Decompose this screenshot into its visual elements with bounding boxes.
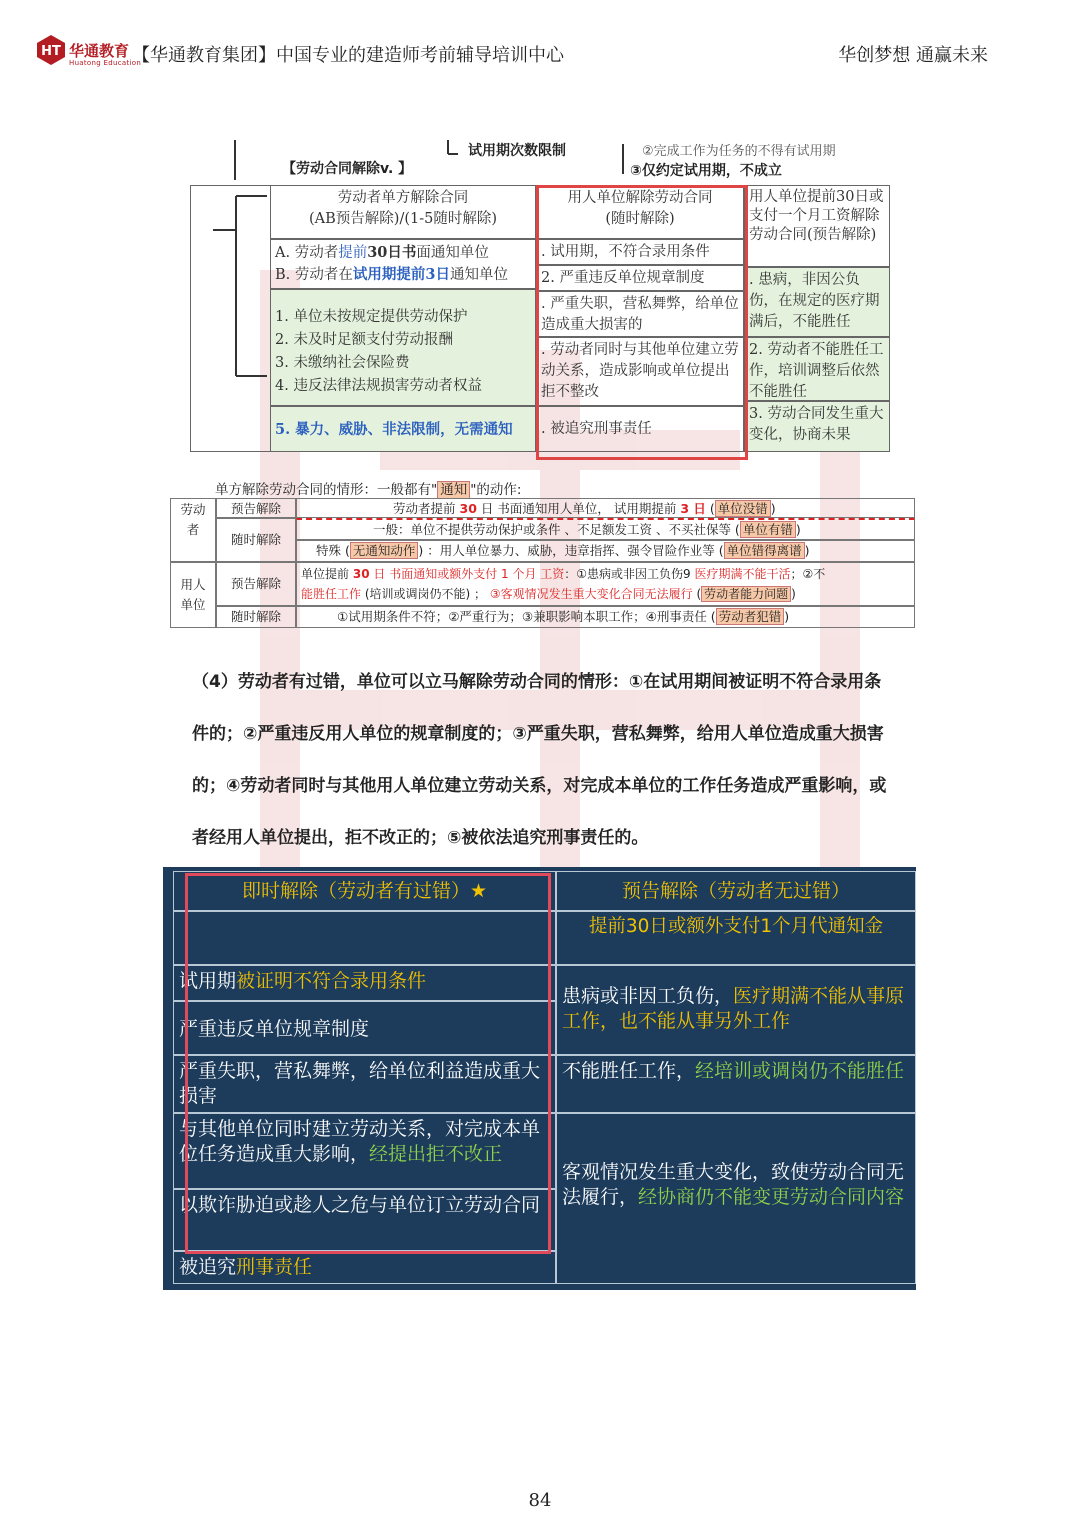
row-label-2: 随时解除: [216, 518, 296, 562]
probation-limit-label: 试用期次数限制: [468, 143, 566, 159]
unilateral-termination-summary: [170, 478, 915, 630]
r3-line2-red2: ③客观情况发生重大变化合同无法履行: [489, 587, 693, 601]
col1-item-1: 1. 单位未按规定提供劳动保护: [275, 309, 468, 325]
r1-num2: 3 日: [680, 501, 706, 516]
termination-comparison-table: [190, 140, 890, 452]
row-worker-immediate-general: 一般：单位不提供劳动保护或条件 、不足额发工资 、不买社保等 ( 单位有错 ): [296, 518, 915, 540]
row-worker-notice: 劳动者提前 30 日 书面通知用人单位， 试用期提前 3 日 ( 单位没错 ): [296, 498, 915, 518]
col2-head-line2: (随时解除): [605, 211, 675, 227]
r4-tag: 劳动者犯错: [716, 608, 785, 625]
worker-fault-paragraph: （4）劳动者有过错，单位可以立马解除劳动合同的情形：①在试用期间被证明不符合录用条件的；②严重违反用人单位的规章制度的；③严重失职，营私舞弊，给用人单位造成重大损害的；④劳动者同时与其他用人单位建立劳动关系，对完成本单位的工作任务造成严重影响，或者经用人单位提出，拒不改正的；⑤被依法追究刑事责任的。: [192, 672, 887, 848]
col1-b-pre: B. 劳动者在: [275, 267, 353, 283]
dlr2-plain: 严重违反单位规章制度: [179, 1018, 370, 1040]
highlight-box-immediate: [185, 873, 551, 1254]
r3-after2: ；②不: [790, 567, 826, 581]
bracket-column: [190, 185, 270, 452]
task-note: ②完成工作为任务的不得有试用期: [642, 144, 836, 159]
col1-a-pre: A. 劳动者: [275, 245, 339, 261]
bracket-lines-left: [191, 186, 267, 446]
r1-text-a: 劳动者提前: [393, 501, 456, 516]
contract-termination-label: 【劳动合同解除v. 】: [282, 161, 413, 177]
only-probation-note: ③仅约定试用期，不成立: [630, 163, 782, 179]
worker-termination-header: [270, 185, 536, 239]
r2b-tag1: 无通知动作: [350, 542, 419, 559]
dark-right-row-3: [556, 1113, 916, 1284]
huatong-logo-icon: [36, 34, 66, 66]
r3-line2: 能胜任工作 (培训或调岗仍不能) ； ③客观情况发生重大变化合同无法履行 ( 劳动者能力问题 ): [301, 587, 796, 601]
dark-left-row-6: [173, 1251, 556, 1284]
col1-head-line2: (AB预告解除)/(1-5随时解除): [309, 211, 497, 227]
r3-num: 30: [352, 567, 370, 581]
col1-line-b: [275, 264, 531, 286]
row-label-3: 预告解除: [216, 562, 296, 606]
dark-head-right: 预告解除（劳动者无过错）: [556, 871, 916, 911]
worker-no-notice-cell: [270, 406, 536, 452]
col1-item-3: 3. 未缴纳社会保险费: [275, 355, 410, 371]
summary-title-tag: 通知: [437, 481, 470, 499]
highlight-box-employer: [536, 185, 748, 460]
dlr3-plain: 严重失职，营私舞弊，给单位利益造成重大损害: [179, 1060, 541, 1107]
col3-item-2: 2. 劳动者不能胜任工作，培训调整后依然不能胜任: [744, 337, 890, 401]
col1-b-post: 通知单位: [449, 267, 508, 283]
row-employer-notice: [296, 562, 915, 606]
col2-item-1: . 试用期，不符合录用条件: [536, 239, 744, 265]
col2-item-2: 2. 严重违反单位规章制度: [536, 265, 744, 291]
header-title: 【华通教育集团】中国专业的建造师考前辅导培训中心: [132, 45, 564, 66]
r2b-pre: 特殊: [316, 543, 342, 558]
r2a-tag: 单位有错: [740, 521, 796, 538]
dlr6-plain: 被追究: [179, 1256, 237, 1278]
row-label-4: 随时解除: [216, 606, 296, 628]
header-slogan: 华创梦想 通赢未来: [838, 45, 988, 66]
dlr4-plain: 与其他单位同时建立劳动关系，对完成本单位任务造成重大影响，: [179, 1118, 541, 1165]
r3-line2-a: (培训或调岗仍不能) ；: [364, 587, 487, 601]
r3-line2-red: 能胜任工作: [301, 587, 362, 601]
summary-title: [215, 478, 521, 498]
r2b-tag2: 单位错得离谱: [724, 542, 805, 559]
dlr1-plain: 试用期: [179, 970, 237, 992]
summary-title-post: "的动作:: [470, 482, 522, 498]
r2a-text: 一般：单位不提供劳动保护或条件 、不足额发工资 、不买社保等: [373, 522, 731, 537]
r2b-text: ：用人单位暴力、威胁，违章指挥、强令冒险作业等: [427, 543, 715, 558]
col2-head-line1: 用人单位解除劳动合同: [567, 190, 713, 206]
col3-item-3: 3. 劳动合同发生重大变化，协商未果: [744, 401, 890, 452]
col1-item-5: 5. 暴力、威胁、非法限制，无需通知: [275, 421, 513, 438]
r3-pre: 单位提前: [301, 567, 350, 581]
col1-line-a: [275, 242, 531, 264]
group-worker: 劳动者: [170, 498, 216, 562]
col3-item-1: . 患病，非因公负伤，在规定的医疗期满后，不能胜任: [744, 267, 890, 337]
row-employer-immediate: ①试用期条件不符；②严重行为；③兼职影响本职工作；④刑事责任 ( 劳动者犯错 ): [296, 606, 915, 628]
r3-after: ：①患病或非因工负伤9: [564, 567, 691, 581]
dark-right-row-1: [556, 965, 916, 1055]
r3-line1: [301, 564, 910, 584]
summary-title-pre: 单方解除劳动合同的情形：一般都有": [215, 482, 438, 498]
col1-item-4: 4. 违反法律法规损害劳动者权益: [275, 378, 482, 394]
drr1-hl: 医疗期满不能从事原工作，: [562, 985, 905, 1032]
col2-item-3: . 严重失职，营私舞弊，给单位造成重大损害的: [536, 291, 744, 337]
dark-right-row-2: [556, 1055, 916, 1113]
table-preamble: [190, 140, 890, 185]
dlr1-hl: 被证明不符合录用条件: [236, 970, 427, 992]
r1-num1: 30: [459, 501, 477, 516]
col1-b-hl: 试用期提前3日: [352, 266, 450, 283]
worker-notice-cell: [270, 239, 536, 289]
svg-text:HT: HT: [41, 44, 61, 59]
dlr4-hl: 经提出拒不改正: [369, 1142, 503, 1165]
r1-text-b: 日 书面通知用人单位， 试用期提前: [480, 501, 677, 516]
immediate-vs-notice-table: [163, 867, 916, 1290]
col2-item-4: . 劳动者同时与其他单位建立劳动关系，造成影响或单位提出拒不整改: [536, 337, 744, 406]
col1-a-post: 面通知单位: [416, 245, 489, 261]
r3-tag: 劳动者能力问题: [701, 586, 791, 602]
logo-subtitle: Huatong Education: [69, 59, 142, 67]
dark-right-sub: 提前30日或额外支付1个月代通知金: [556, 911, 916, 965]
dlr5-plain: 以欺诈胁迫或趁人之危与单位订立劳动合同: [179, 1194, 541, 1216]
col1-head-line1: 劳动者单方解除合同: [337, 190, 469, 206]
drr2-plain: 不能胜任工作，: [562, 1060, 696, 1082]
drr3-plain: 客观情况发生重大变化，致使劳动合同无法履行，: [562, 1161, 905, 1208]
col1-a-hl1: 提前: [338, 245, 368, 261]
r3-mid: 日 书面通知或额外支付 1 个月 工资: [373, 567, 565, 581]
r4-text: ①试用期条件不符；②严重行为；③兼职影响本职工作；④刑事责任: [337, 609, 707, 624]
col1-a-hl2: 30日书: [367, 244, 417, 261]
dlr6-hl: 刑事责任: [236, 1256, 313, 1278]
group-employer: 用人单位: [170, 562, 216, 628]
col2-item-5: . 被追究刑事责任: [536, 406, 744, 452]
drr1-plain: 患病或非因工负伤，: [562, 985, 734, 1007]
drr2-hl: 经培训或调岗仍不能胜任: [695, 1060, 905, 1082]
page-number: 84: [528, 1490, 552, 1511]
employer-notice-header: 用人单位提前30日或支付一个月工资解除劳动合同(预告解除): [744, 185, 890, 267]
page-header: [36, 34, 1046, 74]
dark-head-left: 即时解除（劳动者有过错）★: [173, 871, 556, 911]
logo-text: 华通教育: [69, 42, 130, 60]
row-worker-immediate-special: 特殊 ( 无通知动作 ) ：用人单位暴力、威胁，违章指挥、强令冒险作业等 ( 单位错得离谱 ): [296, 540, 915, 562]
row-label-1: 预告解除: [216, 498, 296, 518]
drr3-hl: 经协商仍不能变更劳动合同内容: [638, 1185, 905, 1208]
col1-item-2: 2. 未及时足额支付劳动报酬: [275, 332, 453, 348]
drr1-hl2: 也不能从事另外工作: [619, 1009, 791, 1032]
r1-tag: 单位没错: [715, 500, 771, 517]
worker-immediate-cell: [270, 289, 536, 406]
r3-red1: 医疗期满不能干活: [694, 567, 791, 581]
